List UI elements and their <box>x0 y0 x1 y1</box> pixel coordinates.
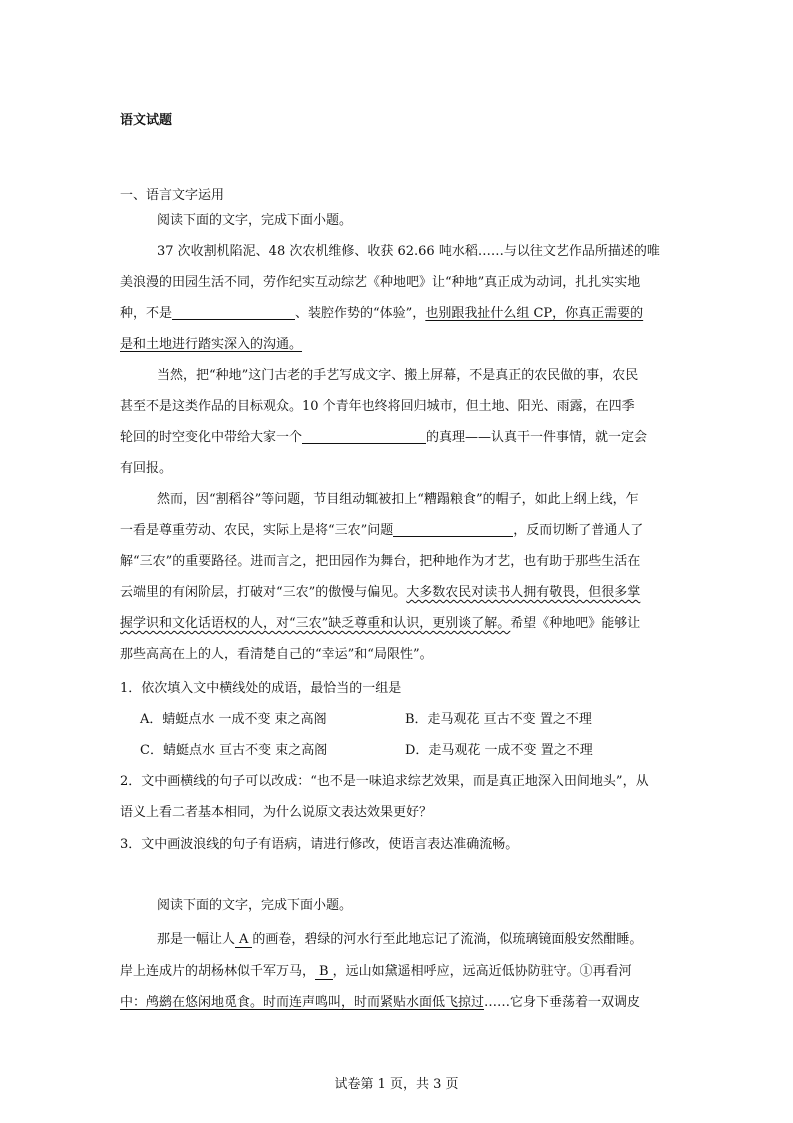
passage-line <box>120 426 647 445</box>
passage-text: 岸上连成片的胡杨林似千军万马， <box>120 964 316 979</box>
wavy-underlined-sentence: 大多数农民对读书人拥有敬畏，但很多掌 <box>406 585 641 600</box>
option-b[interactable]: B．走马观花 亘古不变 置之不理 <box>405 712 592 727</box>
blank-a[interactable]: A <box>235 932 252 948</box>
page-footer: 试卷第 1 页，共 3 页 <box>334 1077 459 1092</box>
underlined-sentence-cont: 是和土地进行踏实深入的沟通。 <box>120 337 303 352</box>
passage-text: ……它身下垂荡着一双调皮 <box>484 995 641 1010</box>
underlined-sentence: 也别跟我扯什么组 CP，你真正需要的 <box>425 306 644 321</box>
passage-text: 种，不是 <box>120 306 173 321</box>
option-d[interactable]: D．走马观花 一成不变 置之不理 <box>405 743 593 758</box>
passage-line: 解“三农”的重要路径。进而言之，把田园作为舞台，把种地作为才艺，也有助于那些生活在 <box>120 554 641 569</box>
passage-line <box>157 928 642 948</box>
wavy-underlined-sentence-cont: 握学识和文化话语权的人，对“三农”缺乏尊重和认识，更别谈了解。 <box>120 616 511 631</box>
passage-text: 的画卷，碧绿的河水行至此地忘记了流淌，似琉璃镜面般安然酣睡。 <box>252 932 643 947</box>
section-heading: 一、语言文字运用 <box>120 188 225 203</box>
question-3-stem: 3．文中画波浪线的句子有语病，请进行修改，使语言表达准确流畅。 <box>120 837 519 852</box>
reading-instruction-2: 阅读下面的文字，完成下面小题。 <box>157 898 353 913</box>
passage-line <box>120 302 643 321</box>
question-1-stem: 1．依次填入文中横线处的成语，最恰当的一组是 <box>120 681 402 696</box>
passage-line <box>120 333 302 352</box>
passage-text: 的真理——认真干一件事情，就一定会 <box>426 430 648 445</box>
passage-text: 那是一幅让人 <box>157 932 236 947</box>
passage-line: 美浪漫的田园生活不同，劳作纪实互动综艺《种地吧》让“种地”真正成为动词，扎扎实实地 <box>120 275 641 290</box>
option-c[interactable]: C．蜻蜓点水 亘古不变 束之高阁 <box>140 743 328 758</box>
passage-text: 、装腔作势的“体验”， <box>295 306 426 321</box>
passage-line: 当然，把“种地”这门古老的手艺写成文字、搬上屏幕，不是真正的农民做的事，农民 <box>157 368 639 383</box>
passage-text: 轮回的时空变化中带给大家一个 <box>120 430 303 445</box>
reading-instruction: 阅读下面的文字，完成下面小题。 <box>157 213 353 228</box>
passage-text: 云端里的有闲阶层，打破对“三农”的傲慢与偏见。 <box>120 585 407 600</box>
passage-text: ，远山如黛遥相呼应，远高近低协防驻守。①再看河 <box>332 964 632 979</box>
question-2-stem: 2．文中画横线的句子可以改成：“也不是一味追求综艺效果，而是真正地深入田间地头”，从 <box>120 774 649 789</box>
passage-line: 那些高高在上的人，看清楚自己的“幸运”和“局限性”。 <box>120 647 433 662</box>
passage-line <box>120 519 643 538</box>
question-2-stem-cont: 语义上看二者基本相同，为什么说原文表达效果更好？ <box>120 805 433 820</box>
fill-blank-2[interactable] <box>302 429 426 444</box>
passage-line: 甚至不是这类作品的目标观众。10 个青年也终将回归城市，但土地、阳光、雨露，在四季 <box>120 399 635 414</box>
passage-line: 有回报。 <box>120 461 173 476</box>
passage-text: 希望《种地吧》能够让 <box>510 616 641 631</box>
passage-line: 然而，因“割稻谷”等问题，节目组动辄被扣上“糟蹋粮食”的帽子，如此上纲上线，乍 <box>157 492 639 507</box>
underlined-sentence-2: 中：鸬鹚在悠闲地觅食。时而连声鸣叫，时而紧贴水面低飞掠过 <box>120 995 485 1010</box>
document-title: 语文试题 <box>120 113 173 128</box>
option-a[interactable]: A．蜻蜓点水 一成不变 束之高阁 <box>140 712 327 727</box>
passage-text: 一看是尊重劳动、农民，实际上是将“三农”问题 <box>120 523 394 538</box>
passage-text: ，反而切断了普通人了 <box>513 523 644 538</box>
passage-line <box>120 612 640 631</box>
passage-line: 37 次收割机陷泥、48 次农机维修、收获 62.66 吨水稻……与以往文艺作品所描述的唯 <box>157 244 660 259</box>
fill-blank-1[interactable] <box>172 305 295 320</box>
fill-blank-3[interactable] <box>393 522 513 537</box>
passage-line <box>120 991 640 1010</box>
passage-line <box>120 960 632 980</box>
passage-line <box>120 581 640 600</box>
blank-b[interactable]: B <box>315 964 333 980</box>
